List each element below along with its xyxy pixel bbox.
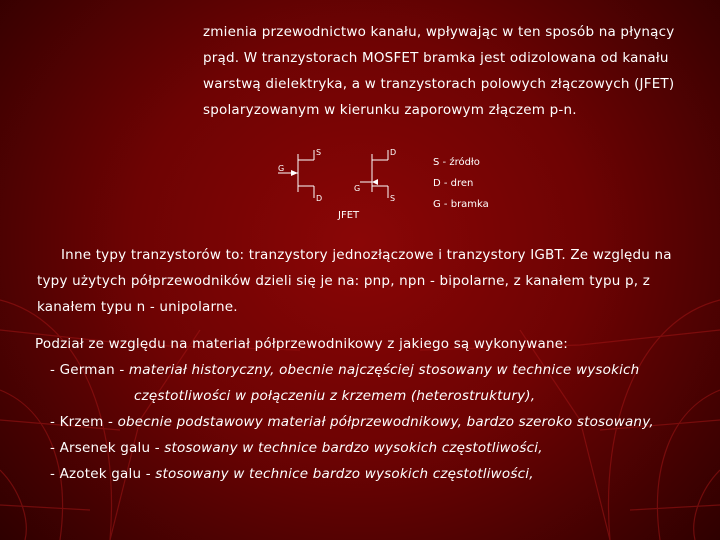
materials-list bbox=[35, 331, 654, 487]
material-name: - Azotek galu - bbox=[50, 466, 156, 482]
material-description: materiał historyczny, obecnie najczęściej stosowany w technice wysokich bbox=[128, 362, 640, 378]
text-line: typy użytych półprzewodników dzieli się je na: pnp, npn - bipolarne, z kanałem typu p, z bbox=[37, 273, 651, 289]
material-description: stosowany w technice bardzo wysokich częstotliwości, bbox=[155, 466, 534, 482]
paragraph-transistor-types bbox=[37, 242, 672, 320]
text-line: prąd. W tranzystorach MOSFET bramka jest odizolowana od kanału bbox=[203, 50, 669, 66]
legend-item: G - bramka bbox=[433, 199, 489, 210]
material-description: obecnie podstawowy materiał półprzewodnikowy, bardzo szeroko stosowany, bbox=[117, 414, 654, 430]
legend-item: S - źródło bbox=[433, 157, 480, 168]
symbol2-top-label: D bbox=[390, 148, 397, 157]
text-line: spolaryzowanym w kierunku zaporowym złączem p-n. bbox=[203, 102, 577, 118]
text-line: Inne typy tranzystorów to: tranzystory jednozłączowe i tranzystory IGBT. Ze względu na bbox=[61, 247, 672, 263]
jfet-symbols-diagram bbox=[276, 146, 426, 208]
symbol1-top-label: S bbox=[316, 148, 322, 157]
text-line: warstwą dielektryka, a w tranzystorach polowych złączowych (JFET) bbox=[203, 76, 675, 92]
symbol1-gate-label: G bbox=[278, 164, 285, 173]
legend-item: D - dren bbox=[433, 178, 474, 189]
text-line: kanałem typu n - unipolarne. bbox=[37, 299, 238, 315]
symbol2-bottom-label: S bbox=[390, 194, 396, 203]
list-item bbox=[35, 409, 654, 435]
material-name: - German - bbox=[50, 362, 129, 378]
paragraph-jfet-description bbox=[203, 19, 674, 123]
material-description: stosowany w technice bardzo wysokich częstotliwości, bbox=[164, 440, 543, 456]
material-name: - Krzem - bbox=[50, 414, 118, 430]
material-name: - Arsenek galu - bbox=[50, 440, 165, 456]
list-item bbox=[35, 383, 654, 409]
list-item bbox=[35, 357, 654, 383]
list-item bbox=[35, 461, 654, 487]
terminal-legend bbox=[433, 152, 489, 215]
material-description: częstotliwości w połączeniu z krzemem (heterostruktury), bbox=[134, 388, 536, 404]
text-line: zmienia przewodnictwo kanału, wpływając w ten sposób na płynący bbox=[203, 24, 675, 40]
symbol1-bottom-label: D bbox=[316, 194, 323, 203]
symbol2-gate-label: G bbox=[354, 184, 361, 193]
list-item bbox=[35, 435, 654, 461]
figure-caption: JFET bbox=[338, 210, 360, 221]
materials-intro: Podział ze względu na materiał półprzewodnikowy z jakiego są wykonywane: bbox=[35, 336, 568, 352]
